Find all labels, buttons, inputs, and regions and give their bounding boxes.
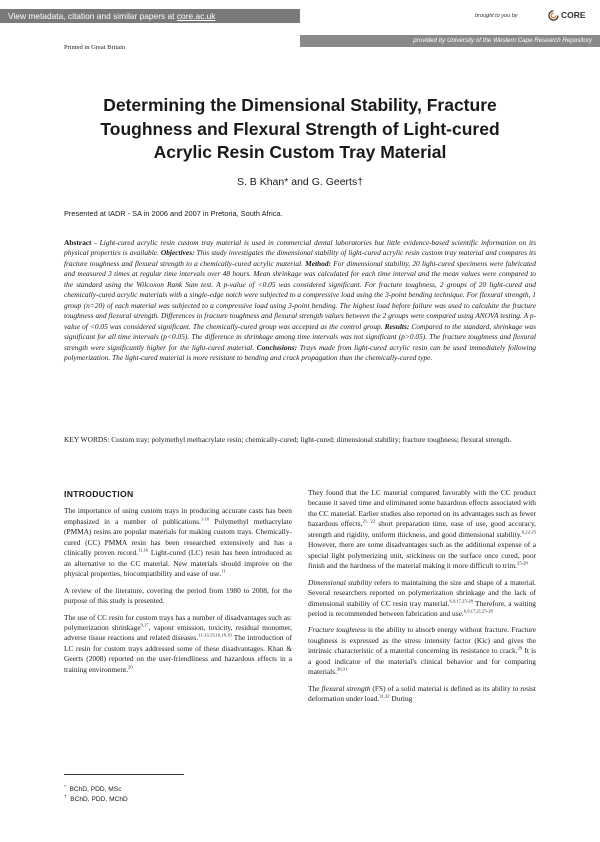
abstract-intro: Light-cured acrylic resin custom tray material is used in commercial dental laboratories but little evidence-based scientific information on its physical properties is available.	[64, 238, 536, 258]
metadata-text	[8, 9, 215, 23]
citation: 11	[221, 568, 226, 574]
right-column	[308, 488, 536, 711]
author-2-mark: †	[357, 176, 364, 188]
provided-by-bar[interactable]	[300, 35, 600, 47]
title-line: Acrylic Resin Custom Tray Material	[153, 142, 447, 162]
brought-by-text: brought to you by	[475, 13, 518, 19]
article-title	[40, 94, 560, 165]
abstract-dash: -	[91, 238, 100, 247]
metadata-bar[interactable]	[0, 9, 300, 23]
citation: 11-13,15,16,18,19	[198, 632, 232, 638]
citation: 6,9,17,21,25-28	[463, 608, 493, 614]
citation: 29	[517, 645, 523, 651]
results-label: Results:	[384, 321, 410, 331]
conclusions-text: Trays made from light-cured acrylic resin can be used immediately following polymerization. The light-cured material is more resistant to bending and crack propagation than the chemically-cured type.	[64, 342, 536, 362]
core-logo-icon	[548, 10, 559, 21]
core-link[interactable]: core.ac.uk	[176, 11, 216, 21]
paragraph: Dimensional stability refers to maintaining the size and shape of a material. Several researchers reported on polymerization shrinkage and the lack of dimensional stability of CC resin tray material.$^{6,9,17,25-28}$ Therefore, a waiting period is recommended between fabrication and use.$^{6,9,17,21,25-28}$	[308, 577, 536, 618]
keywords: KEY WORDS: Custom tray; polymethyl methacrylate resin; chemically-cured; light-cured; dimensional stability; fracture toughness; flexural strength.	[64, 435, 512, 444]
left-column	[64, 489, 293, 681]
citation: 30,31	[336, 666, 348, 672]
citation: 31,32	[379, 693, 390, 699]
paragraph: The importance of using custom trays in producing accurate casts has been emphasized in a number of publications.$^{1-10}$ Polymethyl methacrylate (PMMA) resins are popular materials for making custom trays. Chemically-cured (CC) PMMA resin has been researched extensively and has a clinically proven record.$^{11,16}$ Light-cured (LC) resin has been introduced as an alternative to the CC material. New materials should improve on the physical properties, biocompatibility and ease of use.$^{11}$	[64, 506, 292, 579]
author-2: G. Geerts	[311, 176, 358, 188]
paragraph: A review of the literature, covering the period from 1980 to 2008, for the purpose of this study is presented.	[64, 585, 292, 606]
paragraph: Fracture toughness is the ability to absorb energy without fracture. Fracture toughness is expressed as the stress intensity factor (Kic) and gives the intrinsic characteristic of a material concerning its resistance to crack.$^{29}$ It is a good indicator of the material's clinical behavior and for comparing materials.$^{30,31}$	[308, 625, 537, 677]
term-dimensional-stability: Dimensional stability	[308, 577, 372, 587]
printed-note: Printed in Great Britain	[64, 44, 126, 51]
term-fracture-toughness: Fracture toughness	[308, 625, 366, 635]
top-banner	[0, 0, 600, 50]
citation: 21, 22	[362, 518, 376, 524]
paragraph: They found that the LC material compared favorably with the CC product because it saved time and eliminated some hazardous effects associated with the CC material. Earlier studies also reported on its advantages such as fewer hazardous effects,$^{21, 22}$ short preparation time, ease of use, good accuracy, strength and rigidity, uniform thickness, and good dimensional stability.$^{6,22-25}$ However, there are some disadvantages such as the additional expense of a special light polymerizing unit, stickiness on the surface once cured, poor finish and the hardness of the material making it more difficult to trim.$^{25-28}$	[308, 488, 537, 571]
author-1: S. B Khan	[236, 176, 285, 188]
citation: 25-28	[517, 560, 528, 566]
title-line: Determining the Dimensional Stability, Fracture	[103, 95, 497, 115]
footnote-2: † BChD, PDD, MChD	[64, 793, 128, 803]
results-text: Compared to the standard, shrinkage was significant for all time intervals (p<0.05). The difference in shrinkage among time intervals was not significant (p>0.05). The fracture toughness and flexural strength were significantly higher for the light-cured material.	[64, 321, 536, 352]
term-flexural-strength: flexural strength	[321, 683, 371, 693]
citation: 6,22-25	[521, 529, 536, 535]
abstract-label: Abstract	[64, 238, 92, 247]
author-1-mark: *	[284, 176, 289, 188]
footnote-divider	[64, 774, 184, 775]
paragraph: The use of CC resin for custom trays has a number of disadvantages such as: polymerization shrinkage$^{9,17}$, vapour emission, toxicity, residual monomer, adverse tissue reactions and related diseases.$^{11-13,15,16,18,19}$ The introduction of LC resin for custom trays addressed some of these disadvantages. Khan & Geerts (2008) reported on the user-friendliness and hazardous effects in a training environment.$^{20}$	[64, 612, 293, 674]
paragraph: The flexural strength (FS) of a solid material is defined as its ability to resist deformation under load.$^{31,32}$ During	[308, 683, 536, 704]
core-logo-text: CORE	[561, 10, 586, 20]
citation: 9,17	[140, 622, 149, 628]
metadata-label: View metadata, citation and similar papers at	[8, 11, 175, 21]
citation: 1-10	[200, 516, 210, 522]
footnotes	[64, 785, 128, 805]
provided-by-text: provided by University of the Western Cape Research Repository	[413, 37, 592, 44]
citation: 6,9,17,25-28	[449, 598, 473, 604]
core-logo[interactable]	[548, 8, 596, 22]
citation: 20	[128, 664, 133, 670]
conclusions-label: Conclusions:	[256, 342, 298, 352]
presented-note: Presented at IADR - SA in 2006 and 2007 in Pretoria, South Africa.	[64, 209, 283, 218]
title-line: Toughness and Flexural Strength of Light-cured	[100, 118, 500, 139]
objectives-label: Objectives:	[160, 248, 195, 258]
citation: 11,16	[138, 547, 149, 553]
footnote-1: * BChD, PDD, MSc	[64, 783, 122, 793]
objectives-text: This study investigates the dimensional stability of light-cured acrylic resin custom tray material and compares its fracture toughness and flexural strength to a chemically-cured acrylic material.	[64, 248, 536, 268]
method-text: For dimensional stability, 20 light-cured specimens were fabricated and measured 3 times at regular time intervals over 48 hours. Mean shrinkage was calculated for each time interval and the mean values were compared to the standard using the Wilcoxon Rank Sum test. A p-value of <0.05 was considered significant. For fracture toughness, 2 groups of 20 light-cured and chemically-cured acrylic materials with a single-edge notch were subjected to a compressive load using the 3-point bending technique. For flexural strength, 1 group (n=20) of each material was subjected to a compressive load using 3-point bending. The highest load before failure was used to calculate the fracture toughness and flexural strength. Differences in fracture toughness and flexural strength values between the 2 groups were compared using ANOVA testing. A p-value of <0.05 was considered significant. The chemically-cured group was accepted as the control group.	[64, 258, 536, 331]
introduction-heading: INTRODUCTION	[64, 489, 134, 499]
author-line	[40, 176, 560, 188]
abstract	[64, 238, 536, 363]
author-and: and	[291, 176, 309, 188]
method-label: Method:	[305, 258, 332, 268]
